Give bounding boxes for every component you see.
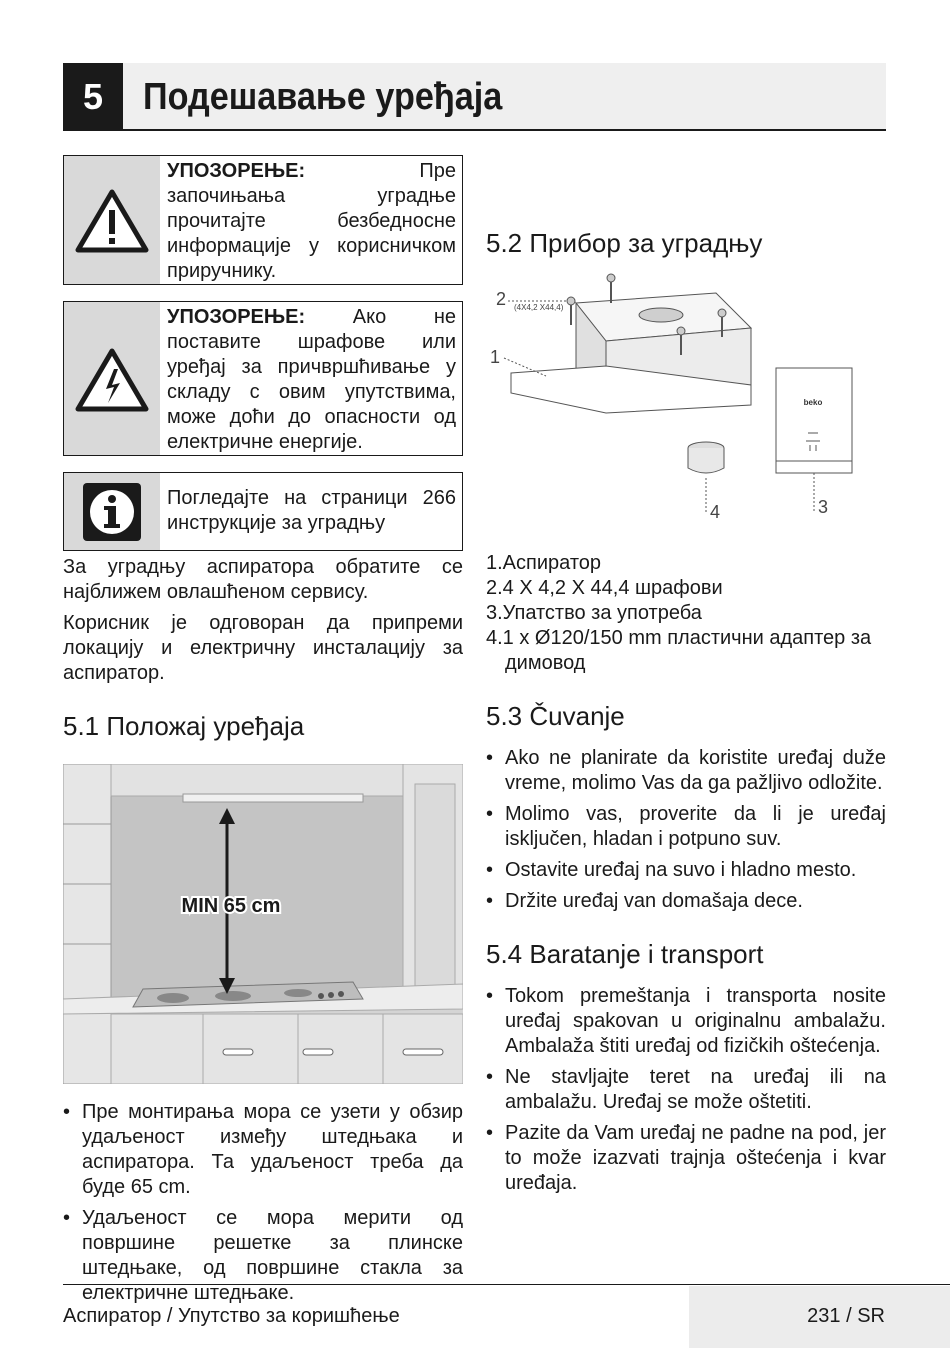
intro-paragraph: Корисник је одговоран да припреми локацију и електричну инсталацију за аспиратор. xyxy=(63,612,463,684)
list-item: • Ne stavljajte teret na uređaj ili na ambalažu. Uređaj se može oštetiti. xyxy=(486,1065,886,1115)
list-item: 3.Упатство за употреба xyxy=(486,602,702,624)
list-item: 4.1 x Ø120/150 mm пластични адаптер за димовод xyxy=(486,627,872,674)
s53-bullet-list xyxy=(486,746,886,914)
list-item: 2.4 X 4,2 X 44,4 шрафови xyxy=(486,577,723,599)
heading-5-2: 5.2 Прибор за уградњу xyxy=(486,228,763,258)
min-distance-label: MIN 65 cm xyxy=(181,895,281,917)
list-item: • Ostavite uređaj na suvo i hladno mesto. xyxy=(486,858,886,883)
info-notice xyxy=(63,472,463,551)
left-column xyxy=(63,155,463,1312)
electric-hazard-icon xyxy=(64,302,160,455)
warning-text: Ако не поставите шрафове или уређај за причвршћивање у складу с овим упутствима, може доћи до опасности од електричне енергије. xyxy=(167,306,456,453)
page-number: 231 / SR xyxy=(807,1305,885,1327)
list-item: • Удаљеност се мора мерити од површине решетке за плинске штедњаке, од површине стакла за електричне штедњаке. xyxy=(63,1206,463,1306)
list-item: • Molimo vas, proverite da li je uređaj isključen, hladan i potpuno suv. xyxy=(486,802,886,852)
callout-1: 1 xyxy=(490,347,501,367)
list-item: • Pazite da Vam uređaj ne padne na pod, jer to može izazvati trajnja oštećenja i kvar uređaja. xyxy=(486,1121,886,1196)
list-item: • Tokom premeštanja i transporta nosite uređaj spakovan u originalnu ambalažu. Ambalaža štiti uređaj od fizičkih oštećenja. xyxy=(486,984,886,1059)
list-item: • Пре монтирања мора се узети у обзир удаљеност између штедњака и аспиратора. Та удаљеност треба да буде 65 cm. xyxy=(63,1100,463,1200)
list-item: • Držite uređaj van domašaja dece. xyxy=(486,889,886,914)
section-number: 5 xyxy=(63,63,123,131)
callout-2: 2 xyxy=(496,289,507,309)
warning-label: УПОЗОРЕЊЕ: xyxy=(167,160,306,182)
list-item: • Ako ne planirate da koristite uređaj duže vreme, molimo Vas da ga pažljivo odložite. xyxy=(486,746,886,796)
s54-bullet-list xyxy=(486,984,886,1196)
heading-5-1: 5.1 Положај уређаја xyxy=(63,711,305,741)
warning-notice-1 xyxy=(63,155,463,285)
info-text: Погледајте на страници 266 инструкције за уградњу xyxy=(167,487,456,534)
warning-text: Пре започињања уградње прочитајте безбедносне информације у корисничком приручнику. xyxy=(167,160,456,282)
right-column xyxy=(486,152,886,1202)
hood-position-figure xyxy=(63,764,463,1084)
accessories-list xyxy=(486,551,886,676)
footer-divider xyxy=(63,1284,950,1285)
footer-title: Аспиратор / Упутство за коришћење xyxy=(63,1305,400,1327)
heading-5-4: 5.4 Baratanje i transport xyxy=(486,939,764,969)
warning-label: УПОЗОРЕЊЕ: xyxy=(167,306,306,328)
warning-icon xyxy=(64,156,160,284)
intro-paragraph: За уградњу аспиратора обратите се најближем овлашћеном сервису. xyxy=(63,556,463,603)
warning-notice-2 xyxy=(63,301,463,456)
heading-5-3: 5.3 Čuvanje xyxy=(486,701,625,731)
brand-logo: beko xyxy=(803,398,823,407)
section-title: Подешавање уређаја xyxy=(143,76,503,118)
s51-bullet-list xyxy=(63,1100,463,1306)
list-item: 1.Аспиратор xyxy=(486,552,602,574)
callout-3: 3 xyxy=(818,497,829,517)
info-icon xyxy=(64,473,160,550)
accessories-figure xyxy=(486,273,886,523)
callout-4: 4 xyxy=(710,502,721,522)
callout-2-detail: (4X4,2 X44,4) xyxy=(514,303,564,312)
section-header xyxy=(63,63,886,131)
